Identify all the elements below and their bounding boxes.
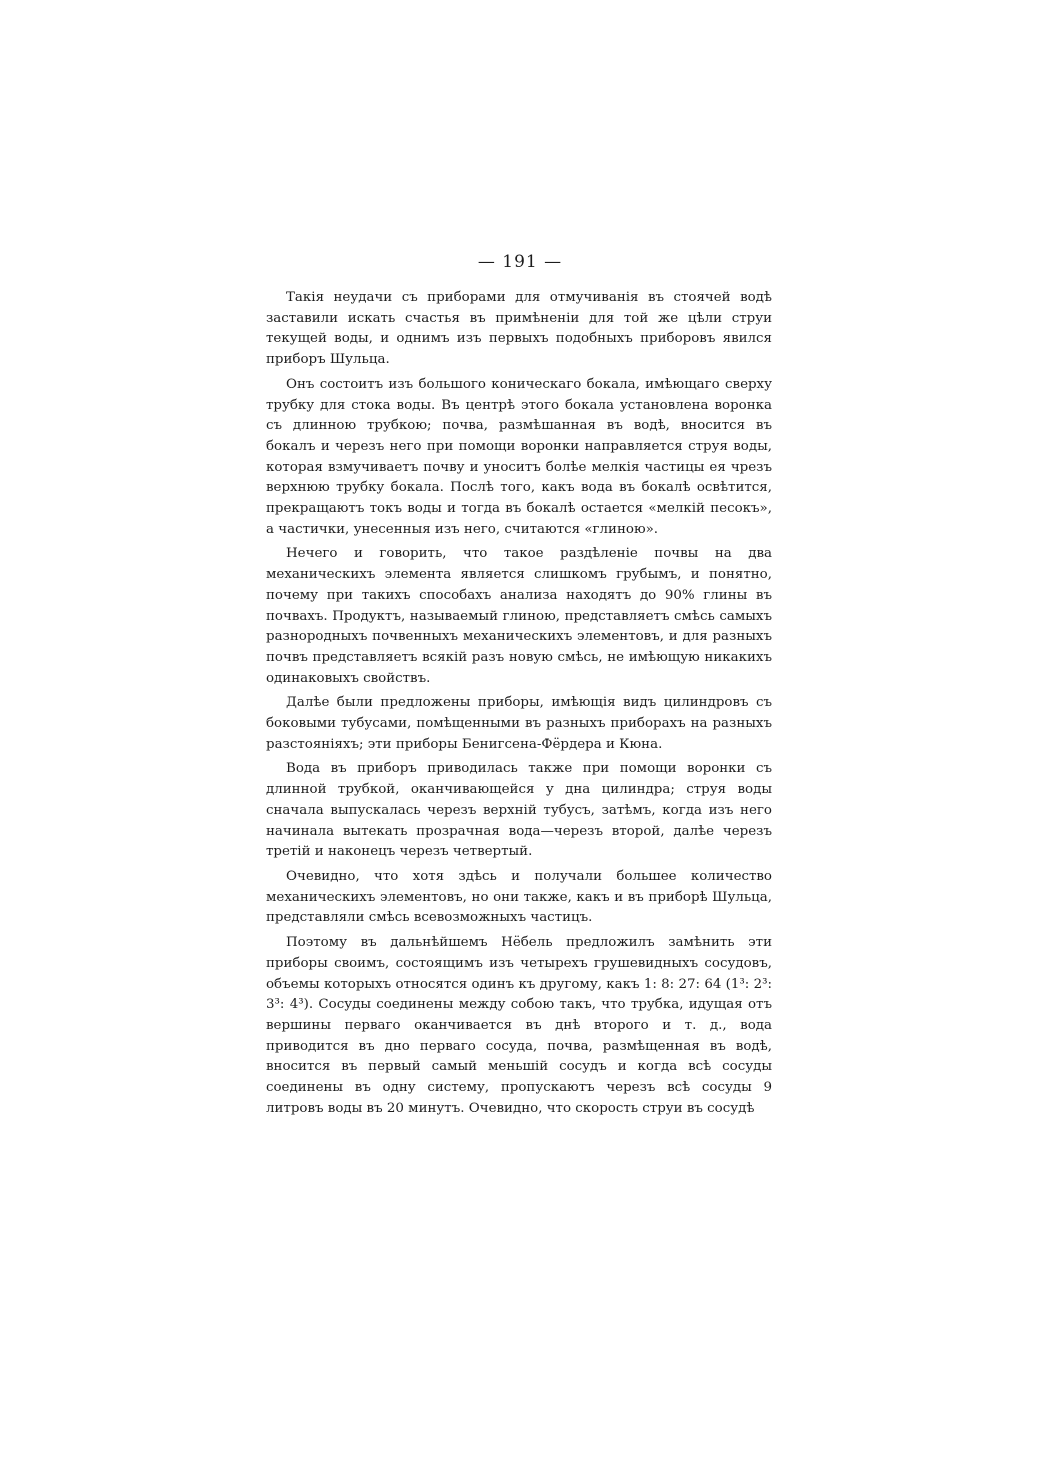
paragraph: Очевидно, что хотя здѣсь и получали большее количество механическихъ элементовъ, но они также, какъ и въ приборѣ Шульца, представляли смѣсь всевозможныхъ частицъ. (266, 868, 772, 926)
paragraph: Нечего и говорить, что такое раздѣленіе почвы на два механическихъ элемента является слишкомъ грубымъ, и понятно, почему при такихъ способахъ анализа находятъ до 90% глины въ почвахъ. Продуктъ, называемый глиною, представляетъ смѣсь самыхъ разнородныхъ почвенныхъ механическихъ элементовъ, и для разныхъ почвъ представляетъ всякій разъ новую смѣсь, не имѣющую никакихъ одинаковыхъ свойствъ. (266, 546, 772, 686)
paragraph: Онъ состоитъ изъ большого коническаго бокала, имѣющаго сверху трубку для стока воды. Въ центрѣ этого бокала установлена воронка съ длинною трубкою; почва, размѣшанная въ водѣ, вносится въ бокалъ и черезъ него при помощи воронки направляется струя воды, которая взмучиваетъ почву и уноситъ болѣе мелкія частицы ея чрезъ верхнюю трубку бокала. Послѣ того, какъ вода въ бокалѣ освѣтится, прекращаютъ токъ воды и тогда въ бокалѣ остается «мелкій песокъ», а частички, унесенныя изъ него, считаются «глиною». (266, 376, 772, 537)
paragraph: Далѣе были предложены приборы, имѣющія видъ цилиндровъ съ боковыми тубусами, помѣщенными въ разныхъ приборахъ на разныхъ разстояніяхъ; эти приборы Бенигсена-Фёрдера и Кюна. (266, 695, 772, 752)
page-number: — 191 — (477, 252, 563, 272)
paragraph: Вода въ приборъ приводилась также при помощи воронки съ длинной трубкой, оканчивающейся у дна цилиндра; струя воды сначала выпускалась черезъ верхній тубусъ, затѣмъ, когда изъ него начинала вытекать прозрачная вода—черезъ второй, далѣе черезъ третій и наконецъ черезъ четвертый. (266, 761, 772, 860)
paragraph: Поэтому въ дальнѣйшемъ Нёбель предложилъ замѣнить эти приборы своимъ, состоящимъ изъ четырехъ грушевидныхъ сосудовъ, объемы которыхъ относятся одинъ къ другому, какъ 1: 8: 27: 64 (1³: 2³: 3³: 4³). Сосуды соединены между собою такъ, что трубка, идущая отъ вершины перваго оканчивается въ днѣ второго и т. д., вода приводится въ дно перваго сосуда, почва, размѣщенная въ водѣ, вносится въ первый самый меньшій сосудъ и когда всѣ сосуды соединены въ одну систему, пропускаютъ черезъ всѣ сосуды 9 литровъ воды въ 20 минутъ. Очевидно, что скорость струи въ сосудѣ (266, 935, 772, 1116)
body-text (266, 288, 772, 1123)
paragraph: Такія неудачи съ приборами для отмучиванія въ стоячей водѣ заставили искать счастья въ примѣненіи для той же цѣли струи текущей воды, и однимъ изъ первыхъ подобныхъ приборовъ явился приборъ Шульца. (266, 290, 772, 368)
